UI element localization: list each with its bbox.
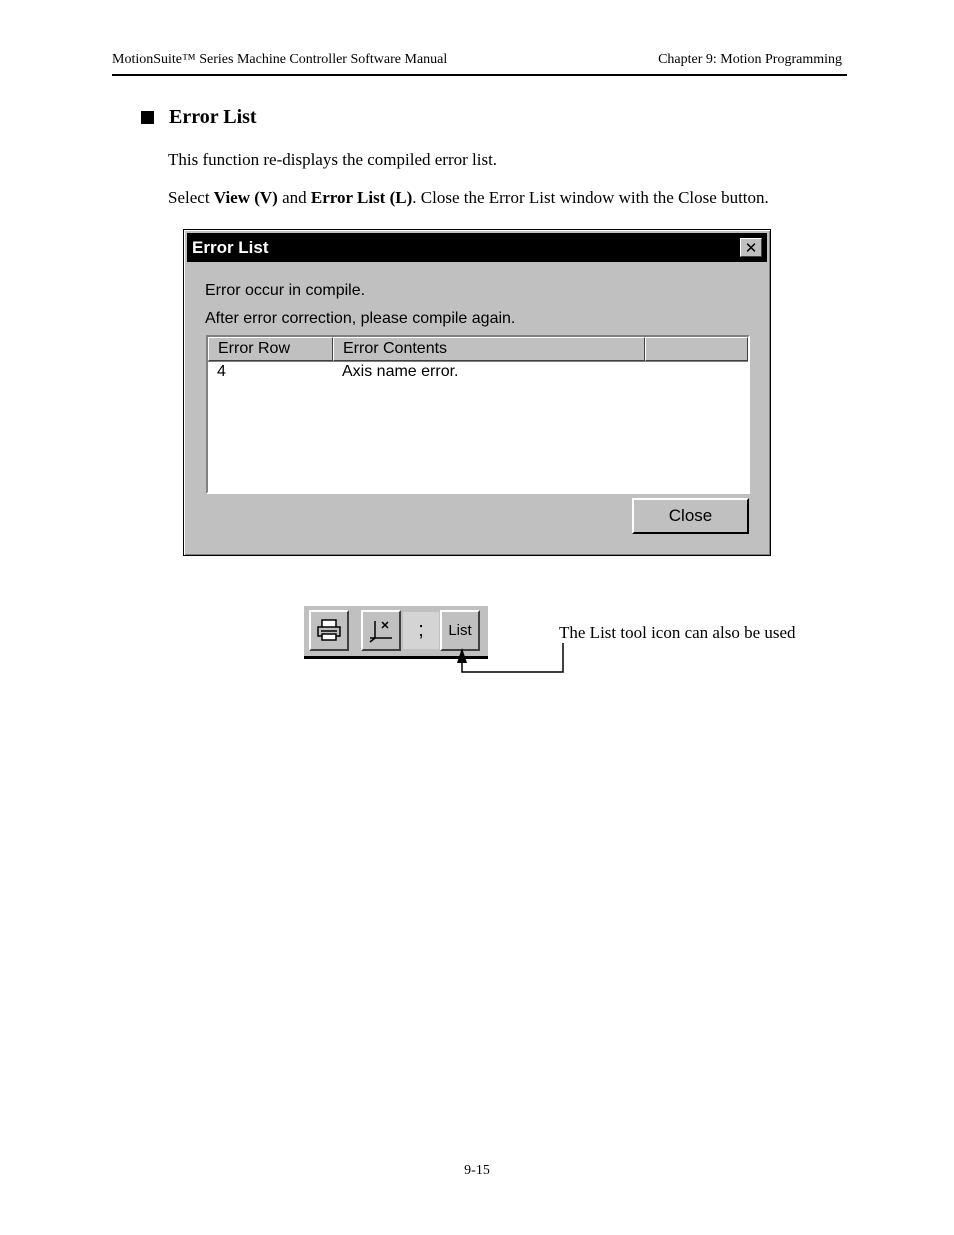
- dialog-title: Error List: [192, 238, 269, 257]
- section-title: Error List: [169, 106, 257, 128]
- arrow-up-icon: [457, 648, 467, 663]
- error-row-cell[interactable]: 4: [217, 363, 226, 380]
- close-icon[interactable]: ✕: [740, 238, 762, 257]
- column-error-contents[interactable]: Error Contents: [333, 337, 645, 361]
- callout-text: The List tool icon can also be used: [559, 623, 796, 642]
- header-manual-title: MotionSuite™ Series Machine Controller Software Manual: [112, 52, 448, 67]
- page-number: 9-15: [464, 1163, 490, 1178]
- menu-error-list-ref: Error List (L): [310, 188, 413, 207]
- intro-paragraph: This function re-displays the compiled error list.: [168, 150, 498, 169]
- header-chapter: Chapter 9: Motion Programming: [658, 52, 842, 67]
- semicolon-button[interactable]: ;: [401, 610, 441, 651]
- error-contents-cell[interactable]: Axis name error.: [342, 363, 459, 380]
- menu-view-ref: View (V): [213, 188, 278, 207]
- message-line-1: Error occur in compile.: [205, 282, 366, 299]
- list-tool-button[interactable]: List: [440, 610, 480, 651]
- column-error-row[interactable]: Error Row: [208, 337, 333, 361]
- close-button[interactable]: Close: [632, 498, 749, 534]
- instruction-paragraph: Select View (V) and Error List (L). Close the Error List window with the Close button.: [168, 188, 769, 207]
- message-line-2: After error correction, please compile again.: [205, 310, 516, 327]
